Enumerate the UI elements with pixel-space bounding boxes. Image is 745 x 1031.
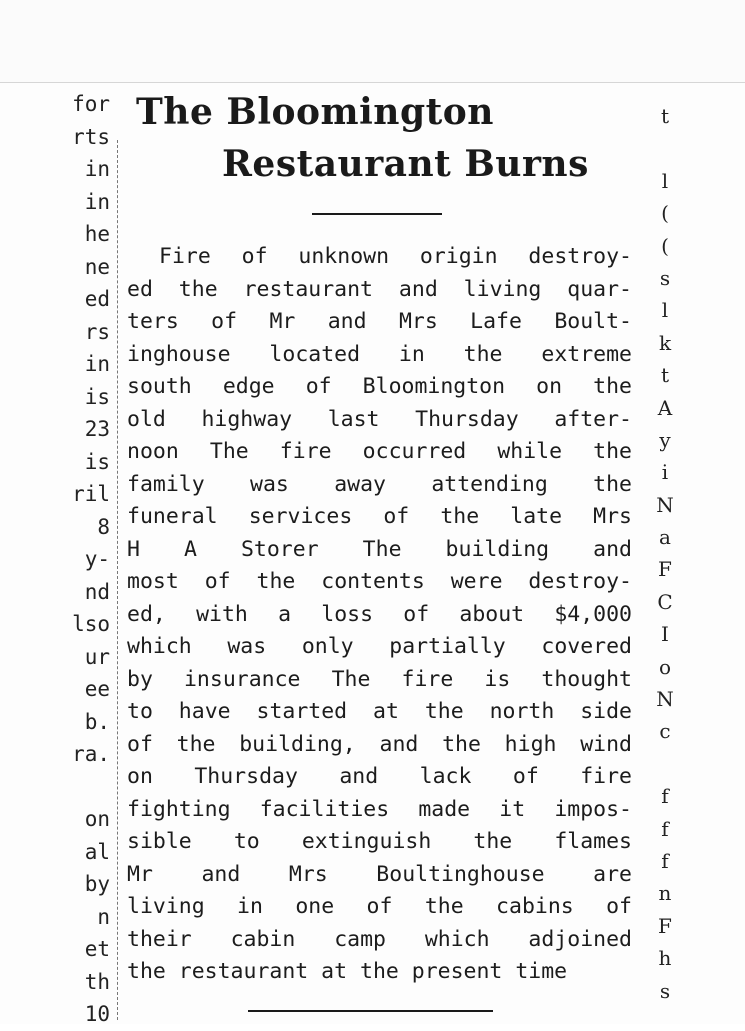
right-column-fragment: l <box>661 168 669 193</box>
left-column-fragment: ne <box>84 254 110 279</box>
right-column-fragment: h <box>658 946 672 971</box>
right-column-fragment: s <box>659 265 671 290</box>
article-line: H A Storer The building and <box>127 536 632 562</box>
left-column-fragment: n <box>97 904 110 929</box>
right-column-fragment: F <box>658 913 672 938</box>
right-column-fragment: ( <box>661 201 669 226</box>
right-column-fragment: a <box>659 525 671 550</box>
right-column-fragment: C <box>657 589 673 614</box>
article-line: ed, with a loss of about $4,000 <box>127 601 632 627</box>
article-headline <box>130 86 650 190</box>
headline-separator <box>312 213 442 215</box>
left-column-fragment: ed <box>84 287 110 311</box>
article-line: their cabin camp which adjoined <box>127 926 632 952</box>
left-column-fragment: ur <box>84 644 110 669</box>
right-adjacent-column <box>650 100 680 1007</box>
article-line: funeral services of the late Mrs <box>127 504 632 529</box>
left-column-fragment: b. <box>84 709 110 734</box>
right-column-fragment: N <box>656 687 674 712</box>
left-column-fragment: by <box>84 872 110 896</box>
left-column-fragment: th <box>84 969 110 994</box>
left-adjacent-column <box>70 88 110 1031</box>
right-column-fragment: i <box>661 460 669 485</box>
article-line: most of the contents were destroy- <box>127 569 632 594</box>
headline-line-1: The Bloomington <box>136 91 494 133</box>
article-line: to have started at the north side <box>127 699 632 724</box>
article-line: family was away attending the <box>127 471 632 497</box>
left-column-fragment: y- <box>84 547 110 571</box>
left-column-fragment: in <box>84 189 110 214</box>
scan-top-margin <box>0 0 745 83</box>
article-line: on Thursday and lack of fire <box>127 764 632 789</box>
left-column-fragment: for <box>72 92 110 116</box>
right-column-fragment: f <box>661 784 669 809</box>
right-column-fragment: A <box>657 395 673 420</box>
left-column-fragment: on <box>84 807 110 831</box>
left-column-fragment: ee <box>84 677 110 701</box>
right-column-fragment: y <box>659 427 671 452</box>
right-column-fragment: k <box>658 330 672 355</box>
right-column-fragment: c <box>659 719 671 744</box>
article-line: of the building, and the high wind <box>127 731 632 757</box>
article-line: which was only partially covered <box>127 634 632 659</box>
left-column-fragment <box>70 771 110 804</box>
left-column-fragment: rs <box>84 319 110 344</box>
article-line: south edge of Bloomington on the <box>127 374 632 399</box>
right-column-fragment: f <box>661 816 669 841</box>
article-body <box>127 241 632 989</box>
article-line: Mr and Mrs Boultinghouse are <box>127 861 632 887</box>
right-column-fragment <box>650 748 680 780</box>
left-column-fragment: al <box>84 839 110 864</box>
left-column-fragment: in <box>84 157 110 181</box>
left-column-fragment: 10 <box>84 1002 110 1026</box>
article-line: noon The fire occurred while the <box>127 439 632 464</box>
right-column-fragment: l <box>661 298 669 323</box>
left-column-fragment: lso <box>72 612 110 636</box>
right-column-fragment: I <box>661 622 669 647</box>
right-column-fragment: o <box>658 654 672 679</box>
article-line: fighting facilities made it impos- <box>127 796 632 822</box>
right-column-fragment: s <box>659 978 671 1003</box>
right-column-fragment: F <box>658 557 672 582</box>
left-column-fragment: rts <box>72 124 110 149</box>
left-column-fragment: nd <box>84 579 110 604</box>
article-line: ters of Mr and Mrs Lafe Boult- <box>127 309 632 334</box>
headline-line-2: Restaurant Burns <box>222 143 589 185</box>
article-line: Fire of unknown origin destroy- <box>159 244 632 269</box>
article-end-separator <box>248 1010 493 1012</box>
right-column-fragment <box>650 132 680 164</box>
left-column-rule <box>117 140 118 1020</box>
left-column-fragment: et <box>84 937 110 961</box>
right-column-fragment: N <box>656 492 674 517</box>
article-line: living in one of the cabins of <box>127 894 632 919</box>
article-line: sible to extinguish the flames <box>127 829 632 854</box>
article-line: old highway last Thursday after- <box>127 406 632 432</box>
right-column-fragment: f <box>661 848 669 873</box>
left-column-fragment: ra. <box>72 742 110 766</box>
right-column-fragment: n <box>658 881 672 906</box>
article-line: by insurance The fire is thought <box>127 666 632 692</box>
left-column-fragment: in <box>84 352 110 376</box>
left-column-fragment: ril <box>72 482 110 506</box>
right-column-fragment: t <box>660 363 670 388</box>
left-column-fragment: is <box>84 384 110 409</box>
left-column-fragment: he <box>84 222 110 246</box>
right-column-fragment: t <box>660 104 670 128</box>
left-column-fragment: 8 <box>97 514 110 539</box>
left-column-fragment: 23 <box>84 417 110 441</box>
right-column-fragment: ( <box>661 233 669 258</box>
article-line: ed the restaurant and living quar- <box>127 276 632 302</box>
left-column-fragment: is <box>84 449 110 474</box>
article-line: the restaurant at the present time <box>127 959 568 984</box>
article-line: inghouse located in the extreme <box>127 341 632 367</box>
